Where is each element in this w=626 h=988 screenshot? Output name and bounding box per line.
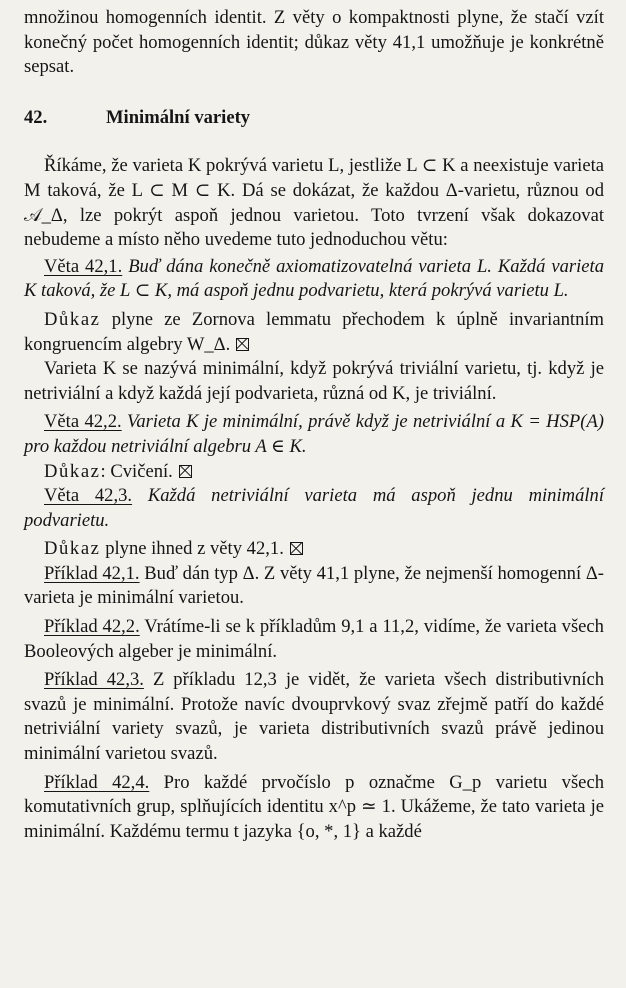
example-42-2	[24, 615, 604, 664]
theorem-42-2-label: Věta 42,2.	[44, 411, 122, 433]
example-42-1-label: Příklad 42,1.	[44, 562, 140, 584]
intro-paragraph: Říkáme, že varieta K pokrývá varietu L, jestliže L ⊂ K a neexistuje varieta M taková, že L ⊂ M ⊂ K. Dá se dokázat, že každou Δ-varietu, různou od 𝒜_Δ, lze pokrýt aspoň jednou varietou. Toto tvrzení však dokazovat nebudeme a místo něho uvedeme tuto jednoduchou větu:	[24, 155, 604, 251]
example-42-1	[24, 562, 604, 611]
example-42-3-text: Z příkladu 12,3 je vidět, že varieta všech distributivních svazů je minimální. Protože navíc dvouprvkový svaz zřejmě patří do každé netriviální variety svazů, je varieta distributivních svazů právě jedinou minimální varietou svazů.	[24, 669, 604, 765]
theorem-42-3-label: Věta 42,3.	[44, 485, 133, 507]
proof-42-3	[24, 537, 604, 562]
section-title: Minimální variety	[106, 106, 251, 128]
theorem-42-1-label: Věta 42,1.	[44, 255, 123, 277]
qed-box-icon	[236, 338, 249, 351]
example-42-3-label: Příklad 42,3.	[44, 669, 144, 691]
section-heading	[24, 106, 604, 131]
theorem-42-3	[24, 484, 604, 533]
proof-42-1-label: Důkaz	[44, 308, 101, 330]
qed-box-icon	[179, 465, 192, 478]
example-42-3	[24, 668, 604, 766]
definition-paragraph: Varieta K se nazývá minimální, když pokrývá triviální varietu, tj. když je netriviální a když každá její podvarieta, různá od K, je triviální.	[24, 358, 604, 404]
example-42-4-label: Příklad 42,4.	[44, 771, 150, 793]
theorem-42-3-text: Každá netriviální varieta má aspoň jednu minimální podvarietu.	[24, 485, 604, 531]
theorem-42-2-text: Varieta K je minimální, právě když je netriviální a K = HSP(A) pro každou netriviální algebru A ∈ K.	[24, 411, 604, 457]
proof-42-3-text: plyne ihned z věty 42,1.	[105, 538, 284, 560]
proof-42-2	[24, 460, 604, 485]
example-42-2-text: Vrátíme-li se k příkladům 9,1 a 11,2, vidíme, že varieta všech Booleových algeber je minimální.	[24, 616, 604, 662]
top-paragraph: množinou homogenních identit. Z věty o kompaktnosti plyne, že stačí vzít konečný počet homogenních identit; důkaz věty 41,1 umožňuje je konkrétně sepsat.	[24, 7, 604, 78]
theorem-42-1-text: Buď dána konečně axiomatizovatelná varieta L. Každá varieta K taková, že L ⊂ K, má aspoň jednu podvarietu, která pokrývá varietu L.	[24, 255, 605, 302]
proof-42-1	[24, 308, 604, 357]
section-number: 42.	[24, 106, 48, 128]
example-42-1-text: Buď dán typ Δ. Z věty 41,1 plyne, že nejmenší homogenní Δ-varieta je minimální varietou.	[24, 562, 604, 609]
theorem-42-1	[24, 255, 604, 304]
example-42-4-text: Pro každé prvočíslo p označme G_p varietu všech komutativních grup, splňujících identitu x^p ≃ 1. Ukážeme, že tato varieta je minimální. Každému termu t jazyka {o, *, 1} a každé	[24, 771, 604, 842]
proof-42-2-text: : Cvičení.	[100, 460, 173, 482]
proof-42-3-label: Důkaz	[44, 538, 101, 560]
proof-42-2-label: Důkaz	[44, 460, 101, 482]
example-42-4	[24, 771, 604, 845]
proof-42-1-text: plyne ze Zornova lemmatu přechodem k úplně invariantním kongruencím algebry W_Δ.	[24, 308, 604, 355]
example-42-2-label: Příklad 42,2.	[44, 616, 140, 638]
qed-box-icon	[290, 542, 303, 555]
theorem-42-2	[24, 410, 604, 459]
